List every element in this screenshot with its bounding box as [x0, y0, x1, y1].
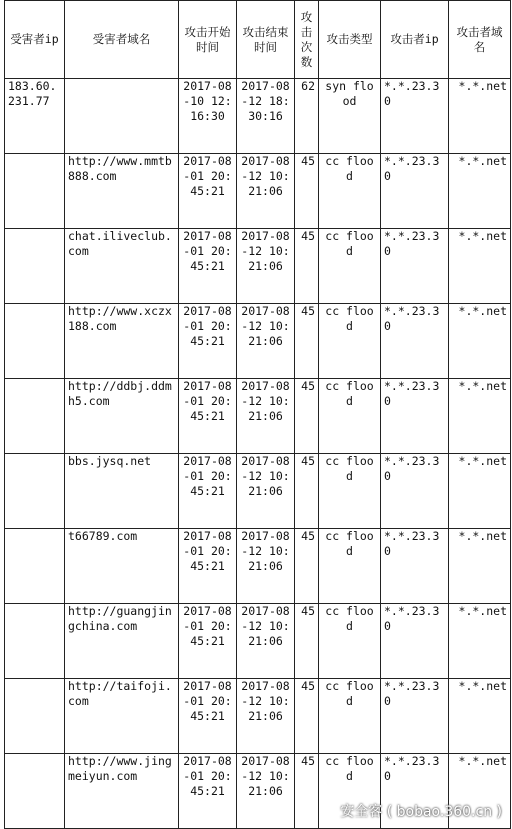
- header-attacker-domain: 攻击者域名: [449, 1, 511, 79]
- victim-ip-cell: [5, 604, 65, 679]
- end-time-cell: 2017-08-12 10:21:06: [237, 754, 295, 829]
- attack-type-cell: cc flood: [319, 604, 381, 679]
- attack-type-cell: cc flood: [319, 679, 381, 754]
- attack-count-cell: 45: [295, 754, 319, 829]
- attack-count-cell: 62: [295, 79, 319, 154]
- start-time-cell: 2017-08-01 20:45:21: [179, 229, 237, 304]
- victim-domain-cell: http://guangjingchina.com: [65, 604, 179, 679]
- attack-count-cell: 45: [295, 154, 319, 229]
- attack-count-cell: 45: [295, 229, 319, 304]
- end-time-cell: 2017-08-12 10:21:06: [237, 229, 295, 304]
- attack-count-cell: 45: [295, 379, 319, 454]
- attacker-ip-cell: *.*.23.30: [381, 379, 449, 454]
- attacker-domain-cell: *.*.net: [449, 529, 511, 604]
- attacker-domain-cell: *.*.net: [449, 679, 511, 754]
- table-row: [5, 679, 511, 754]
- victim-ip-cell: [5, 529, 65, 604]
- start-time-cell: 2017-08-01 20:45:21: [179, 304, 237, 379]
- attack-type-cell: syn flood: [319, 79, 381, 154]
- header-count: 攻击次数: [295, 1, 319, 79]
- victim-domain-cell: chat.iliveclub.com: [65, 229, 179, 304]
- attacker-domain-cell: *.*.net: [449, 304, 511, 379]
- header-end-time: 攻击结束时间: [237, 1, 295, 79]
- attack-type-cell: cc flood: [319, 529, 381, 604]
- table-row: [5, 229, 511, 304]
- attacker-ip-cell: *.*.23.30: [381, 454, 449, 529]
- header-start-time: 攻击开始时间: [179, 1, 237, 79]
- attack-count-cell: 45: [295, 304, 319, 379]
- end-time-cell: 2017-08-12 10:21:06: [237, 604, 295, 679]
- attacker-domain-cell: *.*.net: [449, 154, 511, 229]
- victim-domain-cell: bbs.jysq.net: [65, 454, 179, 529]
- header-victim-domain: 受害者域名: [65, 1, 179, 79]
- attack-count-cell: 45: [295, 454, 319, 529]
- start-time-cell: 2017-08-01 20:45:21: [179, 679, 237, 754]
- end-time-cell: 2017-08-12 10:21:06: [237, 154, 295, 229]
- victim-ip-cell: [5, 229, 65, 304]
- start-time-cell: 2017-08-01 20:45:21: [179, 379, 237, 454]
- attack-type-cell: cc flood: [319, 304, 381, 379]
- start-time-cell: 2017-08-10 12:16:30: [179, 79, 237, 154]
- start-time-cell: 2017-08-01 20:45:21: [179, 529, 237, 604]
- end-time-cell: 2017-08-12 10:21:06: [237, 679, 295, 754]
- end-time-cell: 2017-08-12 18:30:16: [237, 79, 295, 154]
- header-row: [5, 1, 511, 79]
- table-row: [5, 604, 511, 679]
- table-row: [5, 454, 511, 529]
- attack-count-cell: 45: [295, 679, 319, 754]
- header-type: 攻击类型: [319, 1, 381, 79]
- victim-domain-cell: [65, 79, 179, 154]
- attacker-ip-cell: *.*.23.30: [381, 529, 449, 604]
- attack-count-cell: 45: [295, 604, 319, 679]
- victim-domain-cell: http://www.xczx188.com: [65, 304, 179, 379]
- victim-ip-cell: [5, 679, 65, 754]
- end-time-cell: 2017-08-12 10:21:06: [237, 529, 295, 604]
- victim-domain-cell: http://taifoji.com: [65, 679, 179, 754]
- table-row: [5, 79, 511, 154]
- victim-ip-cell: [5, 304, 65, 379]
- attack-type-cell: cc flood: [319, 229, 381, 304]
- attacker-ip-cell: *.*.23.30: [381, 304, 449, 379]
- header-attacker-ip: 攻击者ip: [381, 1, 449, 79]
- victim-ip-cell: [5, 379, 65, 454]
- end-time-cell: 2017-08-12 10:21:06: [237, 304, 295, 379]
- start-time-cell: 2017-08-01 20:45:21: [179, 754, 237, 829]
- start-time-cell: 2017-08-01 20:45:21: [179, 154, 237, 229]
- attack-type-cell: cc flood: [319, 454, 381, 529]
- attacker-domain-cell: *.*.net: [449, 229, 511, 304]
- victim-domain-cell: http://www.jingmeiyun.com: [65, 754, 179, 829]
- victim-ip-cell: [5, 454, 65, 529]
- start-time-cell: 2017-08-01 20:45:21: [179, 454, 237, 529]
- victim-ip-cell: [5, 754, 65, 829]
- end-time-cell: 2017-08-12 10:21:06: [237, 379, 295, 454]
- attacker-ip-cell: *.*.23.30: [381, 154, 449, 229]
- attack-type-cell: cc flood: [319, 154, 381, 229]
- table-row: [5, 529, 511, 604]
- attack-table: [4, 0, 511, 829]
- watermark: 安全客 ( bobao.360.cn ): [340, 804, 502, 820]
- victim-domain-cell: http://ddbj.ddmh5.com: [65, 379, 179, 454]
- victim-domain-cell: t66789.com: [65, 529, 179, 604]
- attack-type-cell: cc flood: [319, 754, 381, 829]
- victim-domain-cell: http://www.mmtb888.com: [65, 154, 179, 229]
- attacker-domain-cell: *.*.net: [449, 604, 511, 679]
- attack-type-cell: cc flood: [319, 379, 381, 454]
- table-row: [5, 379, 511, 454]
- attacker-domain-cell: *.*.net: [449, 379, 511, 454]
- attacker-ip-cell: *.*.23.30: [381, 79, 449, 154]
- victim-ip-cell: 183.60.231.77: [5, 79, 65, 154]
- attacker-domain-cell: *.*.net: [449, 79, 511, 154]
- attacker-ip-cell: *.*.23.30: [381, 754, 449, 829]
- attacker-ip-cell: *.*.23.30: [381, 229, 449, 304]
- table-row: [5, 304, 511, 379]
- attack-count-cell: 45: [295, 529, 319, 604]
- attacker-domain-cell: *.*.net: [449, 454, 511, 529]
- attacker-domain-cell: *.*.net: [449, 754, 511, 829]
- attacker-ip-cell: *.*.23.30: [381, 679, 449, 754]
- victim-ip-cell: [5, 154, 65, 229]
- start-time-cell: 2017-08-01 20:45:21: [179, 604, 237, 679]
- end-time-cell: 2017-08-12 10:21:06: [237, 454, 295, 529]
- table-row: [5, 154, 511, 229]
- header-victim-ip: 受害者ip: [5, 1, 65, 79]
- attacker-ip-cell: *.*.23.30: [381, 604, 449, 679]
